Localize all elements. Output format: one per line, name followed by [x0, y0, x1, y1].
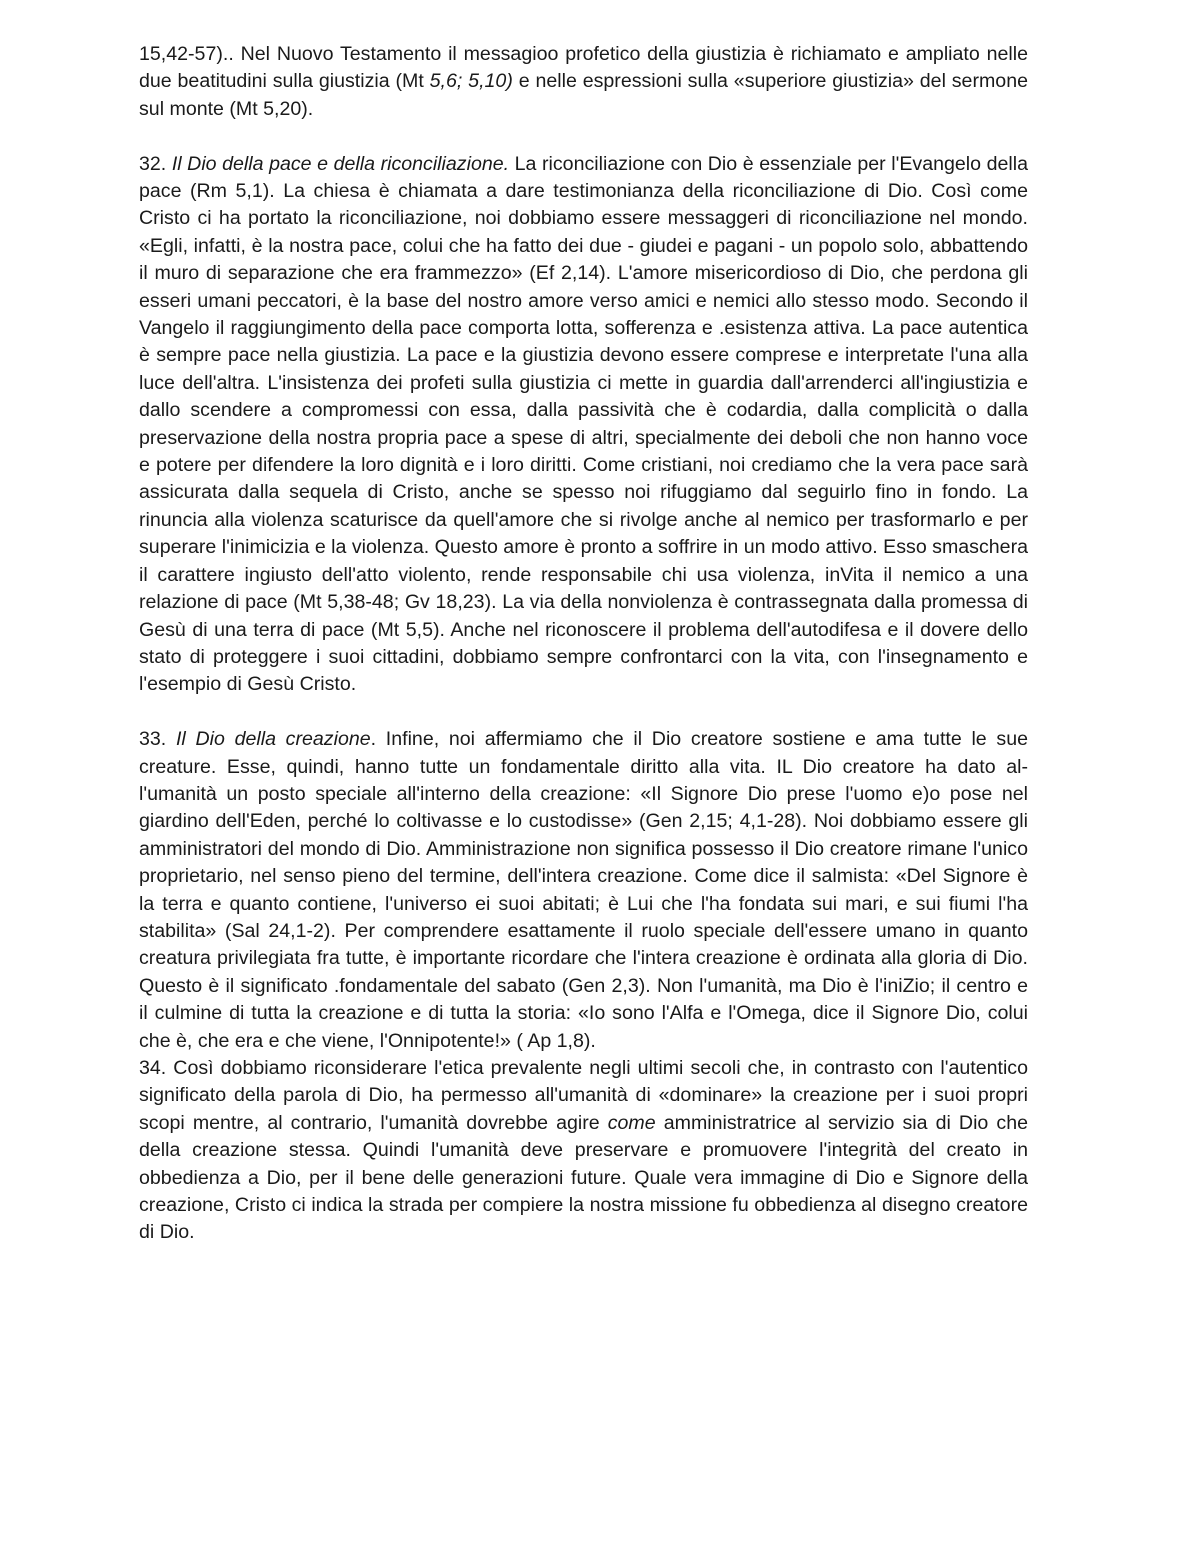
paragraph-33-body: . Infine, noi affermiamo che il Dio creatore sostiene e ama tutte le sue creature. Esse, quindi, hanno tutte un fondamentale diritto alla vita. IL Dio creatore ha dato al- l'umanità un posto speciale all'interno della creazione: «Il Signore Dio prese l'uomo e)o pose nel giardino dell'Eden, perché lo coltivasse e lo custodisse» (Gen 2,15; 4,1-28). Noi dobbiamo essere gli amministratori del mondo di Dio. Amministrazione non significa possesso il Dio creatore rimane l'unico proprietario, nel senso pieno del termine, dell'intera creazione. Come dice il salmista: «Del Signore è la terra e quanto contiene, l'universo ei suoi abitati; è Lui che l'ha fondata sui mari, e sui fiumi l'ha stabilita» (Sal 24,1-2). Per comprendere esattamente il ruolo speciale dell'essere umano in quanto creatura privilegiata fra tutte, è importante ricordare che l'intera creazione è ordinata alla gloria di Dio. Questo è il significato .fondamentale del sabato (Gen 2,3). Non l'umanità, ma Dio è l'iniZio; il centro e il culmine di tutta la creazione e di tutta la storia: «Io sono l'Alfa e l'Omega, dice il Signore Dio, colui che è, che era e che viene, l'Onnipotente!» ( Ap 1,8). — [139, 728, 1028, 1052]
paragraph-intro — [139, 41, 1028, 123]
intro-text-1: 15,42-57).. Nel Nuovo Testamento il messagioo profetico della giustizia è richiamato e ampliato nelle due beatitudini sulla giustizia (Mt — [139, 43, 1028, 93]
paragraph-34-text-2: amministratrice al servizio sia di Dio che della creazione stessa. Quindi l'umanità deve preservare e promuovere l'integrità del creato in obbedienza a Dio, per il bene delle generazioni future. Quale vera immagine di Dio e Signore della creazione, Cristo ci indica la strada per compiere la nostra missione fu obbedienza al disegno creatore di Dio. — [139, 1111, 1028, 1244]
paragraph-32 — [139, 151, 1028, 699]
paragraph-32-body: La riconciliazione con Dio è essenziale per l'Evangelo della pace (Rm 5,1). La chiesa è chiamata a dare testimonianza della riconciliazione di Dio. Così come Cristo ci ha portato la riconciliazione, noi dobbiamo essere messaggeri di riconciliazione nel mondo. «Egli, infatti, è la nostra pace, colui che ha fatto dei due - giudei e pagani - un popolo solo, abbattendo il muro di separazione che era frammezzo» (Ef 2,14). L'amore misericordioso di Dio, che perdona gli esseri umani peccatori, è la base del nostro amore verso amici e nemici allo stesso modo. Secondo il Vangelo il raggiungimento della pace comporta lotta, sofferenza e .esistenza attiva. La pace autentica è sempre pace nella giustizia. La pace e la giustizia devono essere comprese e interpretate l'una alla luce dell'altra. L'insistenza dei profeti sulla giustizia ci mette in guardia dall'arrenderci all'ingiustizia e dallo scendere a compromessi con essa, dalla passività che è codardia, dalla complicità o dalla preservazione della nostra propria pace a spese di altri, specialmente dei deboli che non hanno voce e potere per difendere la loro dignità e i loro diritti. Come cristiani, noi crediamo che la vera pace sarà assicurata dalla sequela di Cristo, anche se spesso noi rifuggiamo dal seguirlo fino in fondo. La rinuncia alla violenza scaturisce da quell'amore che si rivolge anche al nemico per trasformarlo e per superare l'inimicizia e la violenza. Questo amore è pronto a soffrire in un modo attivo. Esso smaschera il carattere ingiusto dell'atto violento, rende responsabile chi usa violenza, inVita il nemico a una relazione di pace (Mt 5,38-48; Gv 18,23). La via della nonviolenza è contrassegnata dalla promessa di Gesù di una terra di pace (Mt 5,5). Anche nel riconoscere il problema dell'autodifesa e il dovere dello stato di proteggere i suoi cittadini, dobbiamo sempre confrontarci con la vita, con l'insegnamento e l'esempio di Gesù Cristo. — [139, 152, 1028, 696]
intro-reference: 5,6; 5,10) — [429, 70, 513, 93]
paragraph-34 — [139, 1055, 1028, 1247]
paragraph-33-title: Il Dio della creazione — [175, 728, 371, 751]
paragraph-34-emphasis: come — [607, 1111, 656, 1134]
document-page — [139, 41, 1028, 1247]
paragraph-32-title: Il Dio della pace e della riconciliazione. — [171, 152, 510, 175]
intro-text-2: e nelle espressioni sulla «superiore giustizia» del sermone sul monte (Mt 5,20). — [139, 70, 1028, 120]
paragraph-34-text-1: 34. Così dobbiamo riconsiderare l'etica prevalente negli ultimi secoli che, in contrasto con l'autentico significato della parola di Dio, ha permesso all'umanità di «dominare» la creazione per i suoi propri scopi mentre, al contrario, l'umanità dovrebbe agire — [139, 1057, 1028, 1134]
paragraph-32-number: 32. — [139, 152, 172, 175]
paragraph-33-number: 33. — [139, 728, 176, 751]
paragraph-33 — [139, 726, 1028, 1055]
